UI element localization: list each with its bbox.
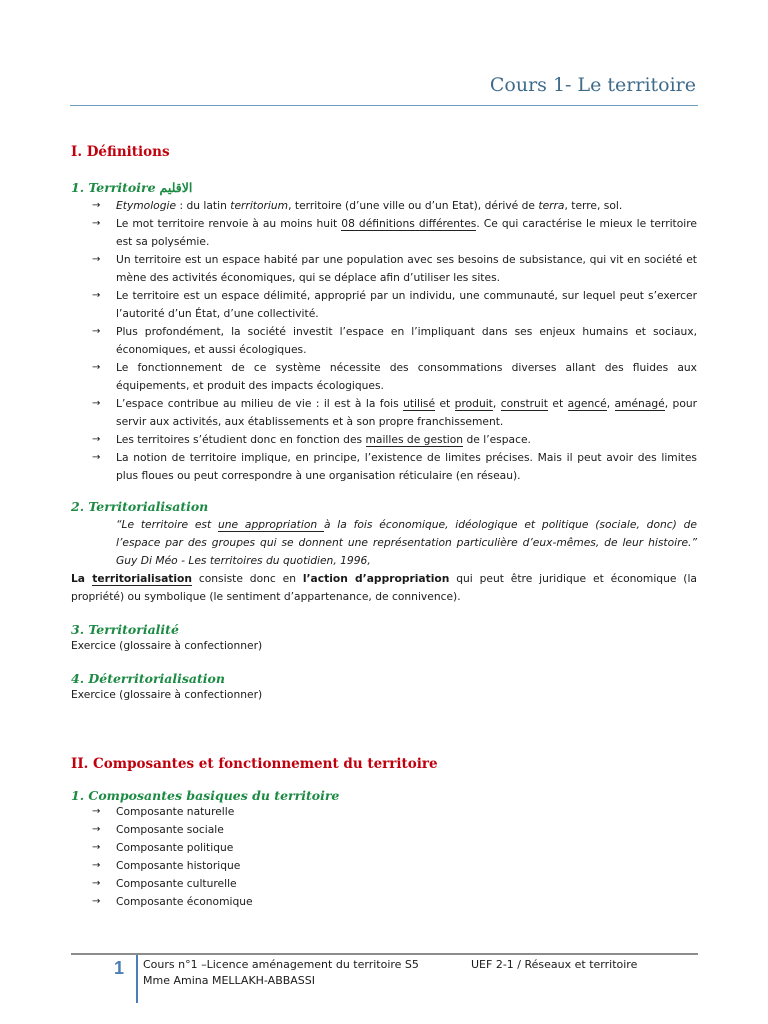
text-run: une appropriation [218,518,324,531]
text-run: Plus profondément, la société investit l’espace en l’impliquant dans ses enjeux humains et sociaux, économiques, et aussi écologiques. [116,325,697,356]
arrow-bullet-icon: → [92,806,101,817]
arrow-bullet-icon: → [92,896,101,907]
arrow-bullet-icon: → [92,824,101,835]
quote-guy-di-meo [116,516,697,570]
text-run: aménagé [614,397,665,410]
list-item-label: Composante historique [116,859,241,872]
arrow-bullet-icon: → [92,290,101,301]
text-run: produit [454,397,493,410]
arrow-bullet-icon: → [92,842,101,853]
text-run: Le fonctionnement de ce système nécessite des consommations diverses allant des fluides aux équipements, et produit des impacts écologiques. [116,361,697,392]
subheading-territorialisation: 2. Territorialisation [71,499,209,514]
list-item-label: Composante culturelle [116,877,237,890]
text-run: utilisé [403,397,436,410]
text-run: territorium [230,199,289,212]
subheading-composantes-basiques: 1. Composantes basiques du territoire [71,788,340,803]
list-item [92,197,697,215]
list-item [92,893,697,911]
composantes-list [71,803,697,911]
arrow-bullet-icon: → [92,200,101,211]
text-run: , territoire (d’une ville ou d’un Etat), dérivé de [288,199,539,212]
arrow-bullet-icon: → [92,218,101,229]
text-run: construit [500,397,548,410]
subheading-territoire-title: 1. Territoire [71,180,156,195]
text-run: “Le territoire est [116,518,218,531]
text-run: L’espace contribue au milieu de vie : il est à la fois [116,397,404,410]
arrow-bullet-icon: → [92,860,101,871]
list-item [92,323,697,359]
list-item-label: Composante sociale [116,823,224,836]
arrow-bullet-icon: → [92,398,101,409]
text-run: . Ce qui caractérise le mieux le territoire est sa polysémie. [116,217,697,248]
text-run: et [435,397,455,410]
footer-author-line: Mme Amina MELLAKH-ABBASSI [143,974,316,987]
territorialite-exercise: Exercice (glossaire à confectionner) [71,639,263,652]
territoire-definition-list [71,197,697,485]
text-run: La [71,572,93,585]
subheading-territorialite: 3. Territorialité [71,622,179,637]
section-heading-composantes: II. Composantes et fonctionnement du territoire [71,756,438,772]
list-item-label: Composante économique [116,895,253,908]
subheading-territoire-arabic: الاقليم [159,180,193,195]
text-run: Etymologie [116,199,177,212]
list-item [92,359,697,395]
header-divider [70,105,698,106]
text-run: 08 définitions différentes [341,217,477,230]
territorialisation-paragraph [71,570,697,606]
list-item [92,803,697,821]
text-run: l’action d’appropriation [302,572,450,585]
list-item [92,875,697,893]
text-run: et [547,397,568,410]
section-heading-definitions: I. Définitions [71,144,170,160]
text-run: mailles de gestion [365,433,464,446]
text-run: à la fois économique, idéologique et politique (sociale, donc) de l’espace par des groupes qui se donnent une représentation particulière d’eux-mêmes, de leur histoire.” Guy Di Méo - Les territoires du quotidien, 1996, [116,518,697,567]
footer-course-line: Cours n°1 –Licence aménagement du territoire S5 [143,958,419,971]
document-body [71,140,697,911]
text-run: , [492,397,501,410]
text-run: , [606,397,615,410]
list-item-label: Composante politique [116,841,234,854]
text-run: territorialisation [92,572,193,585]
footer-course-info [143,957,419,989]
text-run: de l’espace. [463,433,531,446]
text-run: , terre, sol. [564,199,623,212]
arrow-bullet-icon: → [92,362,101,373]
footer-module: UEF 2-1 / Réseaux et territoire [471,958,638,971]
arrow-bullet-icon: → [92,878,101,889]
arrow-bullet-icon: → [92,452,101,463]
deterritorialisation-exercise: Exercice (glossaire à confectionner) [71,688,263,701]
list-item [92,287,697,323]
text-run: , pour servir aux activités, aux établissements et à son propre franchissement. [116,397,698,428]
arrow-bullet-icon: → [92,254,101,265]
text-run: consiste donc en [192,572,303,585]
subheading-deterritorialisation: 4. Déterritorialisation [71,671,225,686]
list-item [92,395,698,431]
text-run: Le territoire est un espace délimité, approprié par un individu, une communauté, sur lequel peut s’exercer l’autorité d’un État, d’une collectivité. [116,289,697,320]
list-item [92,821,697,839]
list-item [92,431,697,449]
page-number: 1 [113,958,124,978]
page-title: Cours 1- Le territoire [489,74,696,96]
text-run: La notion de territoire implique, en principe, l’existence de limites précises. Mais il peut avoir des limites plus floues ou peut correspondre à une organisation réticulaire (en réseau). [116,451,697,482]
text-run: qui peut être juridique et économique (la propriété) ou symbolique (le sentiment d’appartenance, de connivence). [71,572,697,603]
arrow-bullet-icon: → [92,434,101,445]
footer-divider [71,953,698,955]
list-item [92,251,697,287]
text-run: : du latin [176,199,231,212]
arrow-bullet-icon: → [92,326,101,337]
text-run: Un territoire est un espace habité par une population avec ses besoins de subsistance, qui vit en société et mène des activités économiques, qui se déplace afin d’utiliser les sites. [116,253,697,284]
list-item [92,857,697,875]
list-item-label: Composante naturelle [116,805,235,818]
text-run: terra [538,199,565,212]
subheading-territoire [71,180,697,195]
text-run: agencé [567,397,607,410]
text-run: Les territoires s’étudient donc en fonction des [116,433,366,446]
text-run: Le mot territoire renvoie à au moins huit [116,217,342,230]
list-item [92,449,697,485]
page-number-rule [136,955,138,1003]
list-item [92,839,697,857]
list-item [92,215,697,251]
